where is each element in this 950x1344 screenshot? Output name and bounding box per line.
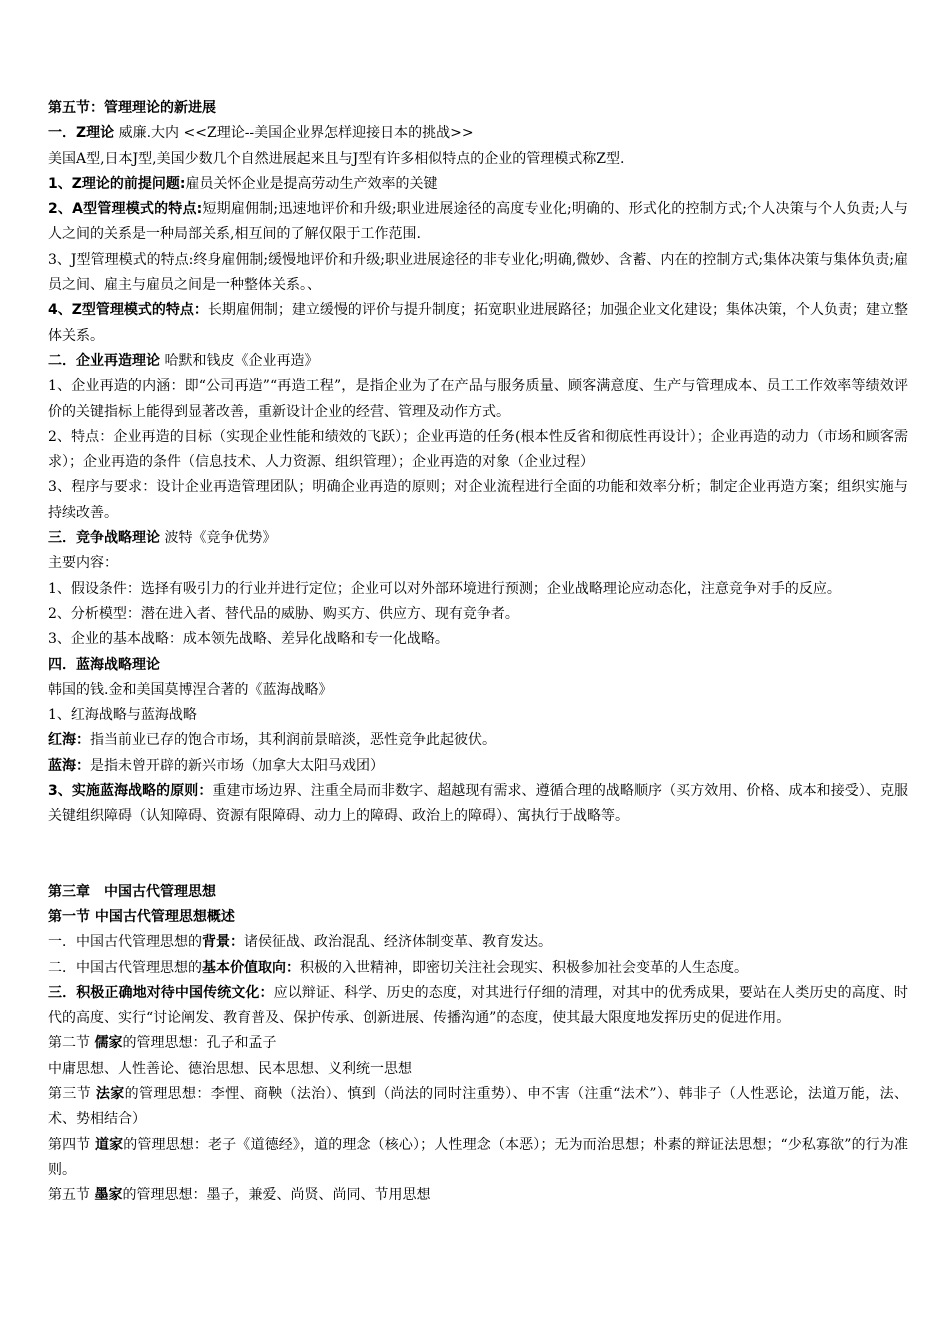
text: 长期雇佣制；建立缓慢的评价与提升制度；拓宽职业进展路径；加强企业文化建设；集体决策，个人负责；建立整体关系。 (48, 302, 908, 344)
paragraph: 美国A型,日本J型,美国少数几个自然进展起来且与J型有许多相似特点的企业的管理模式称Z型. (48, 150, 625, 167)
paragraph (48, 779, 908, 830)
paragraph (48, 981, 908, 1032)
text: 第五节 (48, 1187, 95, 1204)
paragraph (48, 728, 908, 753)
reengineering-heading (48, 349, 908, 374)
heading-source: 哈默和钱皮《企业再造》 (160, 352, 319, 369)
paragraph (48, 1133, 908, 1184)
text: 是指未曾开辟的新兴市场（加拿大太阳马戏团） (90, 757, 384, 774)
paragraph: 2、分析模型：潜在进入者、替代品的威胁、购买方、供应方、现有竞争者。 (48, 605, 519, 622)
paragraph (48, 172, 908, 197)
text: 第三节 (48, 1085, 96, 1102)
bold-label: 1、Z理论的前提问题: (48, 175, 186, 192)
paragraph: 2、特点：企业再造的目标（实现企业性能和绩效的飞跃）；企业再造的任务(根本性反省和彻底性再设计）；企业再造的动力（市场和顾客需求）；企业再造的条件（信息技术、人力资源、组织管理）；企业再造的对象（企业过程） (48, 428, 908, 471)
paragraph: 3、企业的基本战略：成本领先战略、差异化战略和专一化战略。 (48, 631, 449, 648)
paragraph (48, 754, 908, 779)
chapter-title: 第三章 中国古代管理思想 (48, 883, 216, 900)
paragraph: 韩国的钱.金和美国莫博涅合著的《蓝海战略》 (48, 681, 333, 698)
spacer (48, 830, 908, 880)
paragraph (48, 956, 908, 981)
bold-label: 2、A型管理模式的特点: (48, 201, 203, 218)
section-title: 第五节：管理理论的新进展 (48, 100, 216, 116)
bold-label: 红海： (48, 732, 90, 749)
bold-label: 4、Z型管理模式的特点： (48, 302, 208, 319)
paragraph (48, 1031, 908, 1056)
bold-label: 基本价值取向： (202, 959, 300, 976)
bold-label: 背景： (202, 934, 244, 951)
heading-source: 威廉.大内 <<Z理论--美国企业界怎样迎接日本的挑战>> (114, 125, 474, 142)
bold-label: 3、实施蓝海战略的原则： (48, 783, 213, 800)
bold-label: 三．积极正确地对待中国传统文化： (48, 984, 274, 1001)
paragraph (48, 1082, 908, 1133)
document-page (48, 96, 908, 1208)
text: 应以辩证、科学、历史的态度，对其进行仔细的清理，对其中的优秀成果，要站在人类历史的高度、时代的高度、实行“讨论阐发、教育普及、保护传承、创新进展、传播沟通”的态度，使其最大限度地发挥历史的促进作用。 (48, 984, 909, 1027)
text: 的管理思想：李悝、商鞅（法治）、慎到（尚法的同时注重势）、申不害（注重“法术”）、韩非子（人性恶论，法道万能，法、术、势相结合） (48, 1085, 909, 1128)
text: 二．中国古代管理思想的 (48, 959, 202, 976)
text: 的管理思想：老子《道德经》，道的理念（核心）；人性理念（本恶）；无为而治思想；朴素的辩证法思想；“少私寡欲”的行为准则。 (48, 1136, 908, 1178)
paragraph: 中庸思想、人性善论、德治思想、民本思想、义利统一思想 (48, 1060, 412, 1077)
text: 的管理思想：墨子，兼爱、尚贤、尚同、节用思想 (122, 1187, 431, 1204)
section-title: 第一节 中国古代管理思想概述 (48, 908, 235, 925)
bold-label: 儒家 (94, 1035, 123, 1052)
paragraph (48, 197, 908, 248)
paragraph: 主要内容： (48, 555, 118, 572)
paragraph: 1、假设条件：选择有吸引力的行业并进行定位；企业可以对外部环境进行预测；企业战略理论应动态化，注意竞争对手的反应。 (48, 580, 841, 597)
bold-label: 法家 (95, 1085, 125, 1102)
bold-label: 墨家 (94, 1187, 123, 1204)
heading-source: 波特《竞争优势》 (160, 530, 277, 547)
heading-label: 二．企业再造理论 (48, 352, 160, 369)
heading-label: 一．Z理论 (48, 125, 115, 142)
paragraph: 3、程序与要求：设计企业再造管理团队；明确企业再造的原则；对企业流程进行全面的功能和效率分析；制定企业再造方案；组织实施与持续改善。 (48, 479, 908, 521)
text: 积极的入世精神，即密切关注社会现实、积极参加社会变革的人生态度。 (300, 959, 748, 976)
text: 短期雇佣制;迅速地评价和升级;职业进展途径的高度专业化;明确的、形式化的控制方式;个人决策与个人负责;人与人之间的关系是一种局部关系,相互间的了解仅限于工作范围. (48, 201, 908, 243)
text: 第二节 (48, 1035, 95, 1052)
text: 重建市场边界、注重全局而非数字、超越现有需求、遵循合理的战略顺序（买方效用、价格、成本和接受）、克服关键组织障碍（认知障碍、资源有限障碍、动力上的障碍、政治上的障碍）、寓执行于战略等。 (48, 783, 908, 825)
text: 的管理思想：孔子和孟子 (122, 1035, 277, 1052)
paragraph (48, 930, 908, 955)
text: 指当前业已存的饱合市场，其利润前景暗淡，恶性竞争此起彼伏。 (90, 732, 496, 749)
text: 一．中国古代管理思想的 (48, 934, 202, 951)
paragraph: 1、红海战略与蓝海战略 (48, 707, 197, 724)
paragraph: 3、J型管理模式的特点:终身雇佣制;缓慢地评价和升级;职业进展途径的非专业化;明确,微妙、含蓄、内在的控制方式;集体决策与集体负责;雇员之间、雇主与雇员之间是一种整体关系。、 (48, 251, 908, 294)
bold-label: 道家 (94, 1136, 124, 1153)
paragraph (48, 1183, 908, 1208)
blue-ocean-heading: 四．蓝海战略理论 (48, 656, 160, 673)
competitive-strategy-heading (48, 526, 908, 551)
text: 第四节 (48, 1136, 95, 1153)
text: 雇员关怀企业是提高劳动生产效率的关键 (185, 175, 438, 192)
paragraph: 1、企业再造的内涵：即“公司再造”“再造工程”，是指企业为了在产品与服务质量、顾客满意度、生产与管理成本、员工工作效率等绩效评价的关键指标上能得到显著改善，重新设计企业的经营、管理及动作方式。 (48, 378, 908, 420)
heading-label: 三．竞争战略理论 (48, 530, 160, 547)
paragraph (48, 298, 908, 349)
bold-label: 蓝海： (48, 757, 90, 774)
text: 诸侯征战、政治混乱、经济体制变革、教育发达。 (244, 934, 552, 951)
z-theory-heading (48, 121, 908, 146)
